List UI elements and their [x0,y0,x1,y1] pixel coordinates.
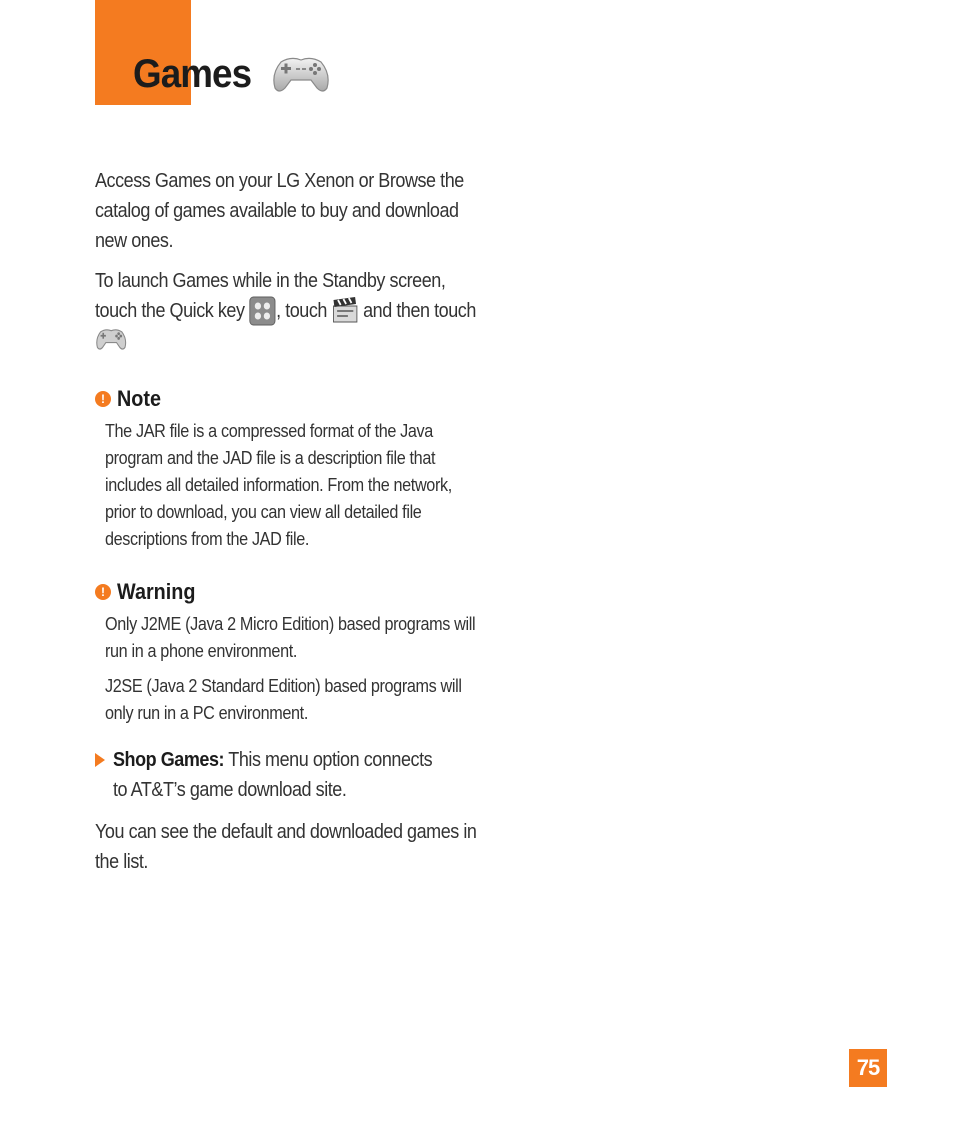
page-title: Games [133,51,252,96]
warning-heading [95,579,480,605]
launch-mid2: and then touch [363,300,476,322]
main-content [95,166,480,887]
intro-paragraph: Access Games on your LG Xenon or Browse the catalog of games available to buy and download new ones. [95,170,464,252]
note-title: Note [117,386,162,411]
launch-mid1: , touch [276,300,327,322]
note-text: The JAR file is a compressed format of the Java program and the JAD file is a description file that includes all detailed information. From the network, prior to download, you can view all detailed file descriptions from the JAD file. [105,421,452,549]
warning-text-1: Only J2ME (Java 2 Micro Edition) based programs will run in a phone environment. [105,614,476,661]
clapperboard-icon [332,296,359,324]
shop-games-item [95,745,480,805]
page-number: 75 [849,1049,887,1087]
gamepad-icon [271,52,331,96]
quick-key-icon [249,296,276,324]
warning-text-2: J2SE (Java 2 Standard Edition) based programs will only run in a PC environment. [105,676,462,723]
launch-instructions [95,266,482,356]
launch-prefix: To launch Games while in the Standby screen, touch the Quick key [95,270,446,322]
shop-games-description: This menu option connects to AT&T’s game download site. [113,749,433,801]
bullet-arrow-icon [95,753,105,767]
alert-icon: ! [95,584,111,600]
shop-games-label: Shop Games: [113,749,225,771]
alert-icon: ! [95,391,111,407]
warning-title: Warning [117,579,196,604]
shop-games-text [113,745,443,805]
page-header [133,44,331,104]
footer-paragraph: You can see the default and downloaded games in the list. [95,821,477,873]
note-heading [95,386,480,412]
gamepad-icon [95,326,122,354]
